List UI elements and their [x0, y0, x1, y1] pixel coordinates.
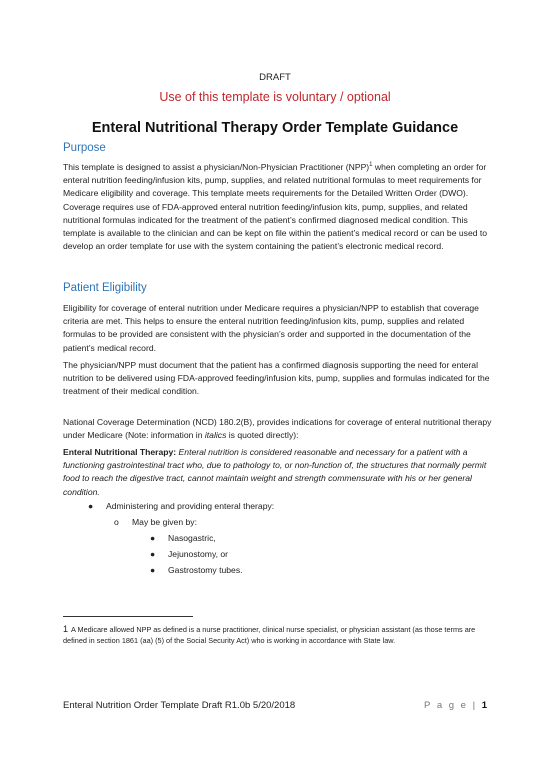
page-title: Enteral Nutritional Therapy Order Template Guidance [91, 120, 459, 136]
list-item [114, 516, 197, 529]
draft-label: DRAFT [259, 72, 291, 83]
purpose-text-start: This template is designed to assist a physician/Non-Physician Practitioner (NPP) [63, 162, 370, 172]
ncd-text-start: National Coverage Determination (NCD) 180.2(B), provides indications for coverage of enteral nutritional therapy under Medicare (Note: information in [63, 417, 492, 441]
list-item [88, 500, 275, 513]
eligibility-heading: Patient Eligibility [63, 282, 147, 294]
eligibility-paragraph-2: The physician/NPP must document that the patient has a confirmed diagnosis supporting the need for enteral nutrition to be delivered using FDA-approved feeding/infusion kits, pump, supplies and formulas indicated for the treatment of their medical condition. [63, 360, 490, 397]
list-item [150, 564, 243, 577]
enteral-therapy-quote: Enteral nutrition is considered reasonable and necessary for a patient with a functioning gastrointestinal tract who, due to pathology to, or non-function of, the structures that normally permit food to reach the digestive tract, cannot maintain weight and strength commensurate with his or her general condition. [63, 447, 487, 497]
bullet-text: Administering and providing enteral therapy: [106, 501, 275, 511]
page-separator: | [467, 700, 482, 711]
italics-word: italics [204, 430, 227, 441]
bullet-icon: ● [150, 565, 156, 575]
page-label: P a g e [424, 700, 468, 711]
bullet-icon: ● [150, 533, 156, 543]
sub-sub-bullet-text: Gastrostomy tubes. [168, 565, 243, 575]
enteral-therapy-label: Enteral Nutritional Therapy: [63, 447, 177, 457]
ncd-text-end: is quoted directly): [226, 430, 299, 441]
purpose-heading: Purpose [63, 142, 106, 154]
voluntary-notice: Use of this template is voluntary / optional [159, 90, 391, 104]
bullet-icon: ● [88, 501, 94, 511]
list-item [150, 532, 216, 545]
purpose-paragraph [63, 161, 493, 253]
circle-bullet-icon: o [114, 517, 119, 527]
page-number: 1 [481, 700, 487, 711]
eligibility-paragraph-3 [63, 416, 493, 442]
sub-sub-bullet-text: Jejunostomy, or [168, 549, 229, 559]
footnote-divider [63, 616, 193, 617]
bullet-icon: ● [150, 549, 156, 559]
sub-bullet-text: May be given by: [132, 517, 197, 527]
footnote-ref[interactable]: 1 [369, 162, 373, 169]
footer-document-id: Enteral Nutrition Order Template Draft R1.0b 5/20/2018 [63, 700, 296, 711]
eligibility-paragraph-1: Eligibility for coverage of enteral nutrition under Medicare requires a physician/NPP to establish that coverage criteria are met. This helps to ensure the enteral nutrition feeding/infusion kits, pump, supplies and related formulas to be provided are consistent with the physician’s order and supported in the documentation of the patient’s medical record. [63, 303, 479, 353]
footer-page-number [424, 700, 487, 711]
eligibility-paragraph-4 [63, 446, 493, 499]
footnote [63, 624, 493, 646]
footnote-number: 1 [63, 624, 69, 634]
list-item [150, 548, 229, 561]
sub-sub-bullet-text: Nasogastric, [168, 533, 216, 543]
purpose-text-end: when completing an order for enteral nutrition feeding/infusion kits, pump, supplies, and related nutritional formulas to meet requirements for Medicare eligibility and coverage. This template meets requirements for the Detailed Written Order (DWO). Coverage requires use of FDA-approved enteral nutrition feeding/infusion kits, pump, supplies, and related nutritional formulas indicated for the treatment of the patient’s confirmed diagnosed medical condition. This template is available to the clinician and can be kept on file within the patient’s medical record or can be used to develop an order template for use with the system containing the patient’s electronic medical record. [63, 162, 488, 252]
footnote-text: A Medicare allowed NPP as defined is a nurse practitioner, clinical nurse specialist, or physician assistant (as those terms are defined in section 1861 (aa) (5) of the Social Security Act) who is working in accordance with State law. [63, 625, 476, 645]
